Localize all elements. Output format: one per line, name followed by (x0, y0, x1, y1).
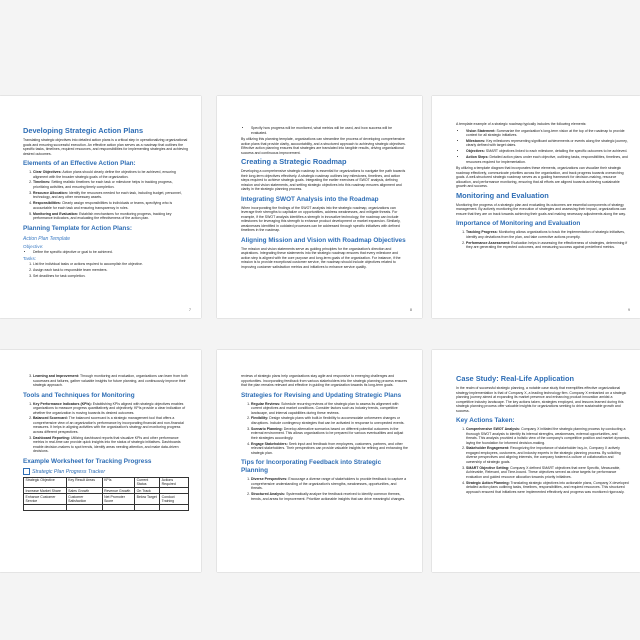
list-item: 1. Regular Reviews: Schedule recurring reviews of the strategic plan to assess its alignment with current objectives and market conditions. Consider factors such as industry trends, competitive landscape, and internal capabilities during these reviews. (251, 402, 408, 416)
table-cell (135, 504, 160, 510)
list-item: 1. Diverse Perspectives: Encourage a diverse range of stakeholders to provide feedback to capture a comprehensive understanding of the organization's strengths, weaknesses, opportunities, and threats. (251, 477, 408, 491)
list-item: 1. List the individual tasks or actions required to accomplish the objective. (33, 262, 189, 267)
section-heading: Example Worksheet for Tracking Progress (23, 457, 152, 465)
list-item: • Action Steps: Detailed action plans under each objective, outlining tasks, responsibilities, timelines, and resources required for implementation. (466, 155, 630, 164)
list-item: 2. Stakeholder Engagement: Recognizing the importance of stakeholder buy-in, Company X actively engaged employees, customers, and industry experts in the strategic planning process. By soliciting diverse perspectives and aligning interests, the company fostered a culture of collaboration and ownership of strategic goals. (466, 446, 630, 464)
list-item: • Objectives: SMART objectives linked to each milestone, detailing the specific outcomes to be achieved. (466, 149, 630, 154)
tasks-list (23, 262, 189, 278)
paragraph: A template example of a strategic roadmap typically includes the following elements: (456, 122, 587, 126)
table-cell: Net Promoter Score (102, 494, 135, 504)
paragraph: By utilizing this planning template, organizations can streamline the process of developing comprehensive action plans that provide clarity, accountability, and a structured approach to achieving strategic objectives. Effective action planning ensures that strategies are translated into tangible results, driving organizational success and continuous improvement. (241, 137, 406, 155)
document-page-4 (0, 350, 201, 572)
table-cell: Actions Required (160, 477, 189, 487)
tools-list (23, 402, 189, 454)
section-heading: Elements of an Effective Action Plan: (23, 160, 136, 167)
paragraph: When incorporating the findings of the SWOT analysis into the strategic roadmap, organizations can leverage their strengths to capitalize on opportunities, address weaknesses, and mitigate threats. For example, if the SWOT analysis identifies a strength in innovative technology, the roadmap can include milestones for leveraging this strength to enhance product development or market expansion. Similarly, weaknesses identified in outdated processes can be addressed through specific initiatives with defined timelines in the roadmap. (241, 205, 401, 232)
page-number: 9 (628, 308, 630, 312)
section-heading: Key Actions Taken: (456, 417, 515, 424)
page-number: 7 (189, 308, 191, 312)
list-item: 4. Strategic Action Planning: Translating strategic objectives into actionable plans, Company X developed detailed action plans outlining tasks, timelines, responsibilities, and required resources. This structured approach ensured that initiatives were implemented effectively and progress was monitored rigorously. (466, 481, 630, 495)
label: Objective: (23, 243, 44, 249)
paragraph: Monitoring the progress of a strategic plan and evaluating its outcomes are essential components of strategy management. By actively monitoring the execution of strategies and assessing their impact, organizations can ensure that they are on track towards achieving their goals and making necessary adjustments along the way. (456, 202, 627, 216)
section-heading: Monitoring and Evaluation (456, 190, 549, 200)
list-item: 2. Assign each task to responsible team members. (33, 268, 189, 273)
table-row (24, 494, 189, 504)
table-cell (102, 504, 135, 510)
paragraph: The mission and vision statements serve as guiding principles for the organization's direction and aspirations. Integrating these statements into the strategic roadmap ensures that every milestone and action step is aligned with the core purpose and long-term goals of the organization. For instance, if the mission is to provide exceptional customer service, the roadmap should include objectives related to improving customer satisfaction metrics and initiatives to enhance service quality. (241, 246, 401, 269)
table-caption (23, 468, 189, 475)
section-heading: Creating a Strategic Roadmap (241, 157, 347, 166)
section-heading: Tips for Incorporating Feedback into Strategic Planning (241, 459, 382, 475)
list-item: 3. Resource Allocation: Identify the resources needed for each task, including budget, personnel, technology, and any other necessary assets. (33, 191, 189, 200)
paragraph: By utilizing a template diagram that incorporates these elements, organizations can visualize their strategic roadmap effectively, communicate priorities across the organization, and track progress towards overarching goals. A well-structured strategic roadmap serves as a guiding framework for decision-making, resource allocation, and performance monitoring, ensuring that all efforts are aligned towards achieving sustainable growth and success. (456, 166, 624, 189)
table-cell (24, 504, 67, 510)
list-item: 2. Timelines: Setting realistic timelines for each task or milestone helps in tracking progress, prioritizing activities, and ensuring timely completion. (33, 180, 189, 189)
importance-list (456, 230, 630, 249)
table-header-row (24, 477, 189, 487)
document-page-1 (0, 96, 201, 318)
document-page-3 (432, 96, 640, 318)
document-page-2 (217, 96, 422, 318)
list-item: 1. Tracking Progress: Monitoring allows organizations to track the implementation of strategic initiatives, identify any deviations from the plan, and take corrective actions promptly. (466, 230, 630, 239)
table-cell (160, 504, 189, 510)
document-page-5 (217, 350, 422, 572)
page-title: Developing Strategic Action Plans (23, 126, 144, 135)
list-item: • Specify how progress will be monitored, what metrics will be used, and how success will be evaluated. (251, 126, 408, 135)
list-item: 2. Structured Analysis: Systematically analyze the feedback received to identify common themes, trends, and areas for improvement. Prioritize actionable insights that can drive meaningful changes. (251, 492, 408, 501)
table-cell: Revenue Growth (102, 488, 135, 494)
table-cell: Current Status (135, 477, 160, 487)
table-cell: On Track (135, 488, 160, 494)
section-heading: Case Study: Real-Life Application (456, 374, 574, 383)
section-heading: Aligning Mission and Vision with Roadmap Objectives (241, 236, 406, 244)
section-heading: Integrating SWOT Analysis into the Roadmap (241, 195, 379, 203)
section-heading: Tools and Techniques for Monitoring (23, 391, 135, 399)
objective-list (23, 250, 189, 255)
progress-table (23, 477, 189, 511)
list-item: • Vision Statement: Summarize the organization's long-term vision at the top of the roadmap to provide context for all strategic initiatives. (466, 129, 630, 138)
section-heading: Importance of Monitoring and Evaluation (456, 220, 581, 228)
paragraph: Developing a comprehensive strategic roadmap is essential for organizations to navigate the path towards their long-term objectives effectively. A strategic roadmap outlines key milestones, timelines, and action steps required to achieve strategic goals. Integrating the earlier exercises of SWOT analysis, defining mission and vision statements, and setting strategic objectives into this roadmap ensures alignment and clarity in the strategic planning process. (241, 169, 406, 191)
table-cell (66, 504, 102, 510)
table-cell: Strategic Objective (24, 477, 67, 487)
list-item: 4. Responsibilities: Clearly assign responsibilities to individuals or teams, specifying who is accountable for each task and ensuring transparency in roles. (33, 201, 189, 210)
list-item: 3. Learning and Improvement: Through monitoring and evaluation, organizations can learn from both successes and failures, gather valuable insights for future planning, and continuously improve their strategic approach. (33, 374, 189, 388)
list-item: 3. Dashboard Reporting: Utilizing dashboard reports that visualize KPIs and other performance metrics in real-time can provide quick insights into the status of strategic initiatives. Dashboards enable decision-makers to spot trends, identify areas needing attention, and make data-driven decisions. (33, 436, 189, 454)
list-item: 3. Set deadlines for task completion. (33, 274, 189, 279)
top-bullets (241, 126, 408, 135)
table-cell: Enhance Customer Service (24, 494, 67, 504)
page-number: 8 (410, 308, 412, 312)
list-item: 3. Scenario Planning: Develop alternative scenarios based on different potential outcomes in the external environment. This allows organizations to be prepared for various eventualities and adjust their strategies accordingly. (251, 427, 408, 441)
revise-list (241, 402, 408, 456)
list-item: • Milestones: Key milestones representing significant achievements or events along the strategic journey, clearly defined with target dates. (466, 139, 630, 148)
roadmap-elements-list (456, 129, 630, 165)
list-item: • Define the specific objective or goal to be achieved. (33, 250, 189, 255)
list-item: 2. Balanced Scorecard: The balanced scorecard is a strategic management tool that offers a comprehensive view of an organization's performance by incorporating financial and non-financial measures. It helps in aligning activities with the organization's strategy and monitoring progress across different perspectives. (33, 416, 189, 434)
table-row (24, 504, 189, 510)
label: Tasks: (23, 256, 37, 262)
list-item: 3. SMART Objective Setting: Company X defined SMART objectives that were Specific, Measurable, Achievable, Relevant, and Time-bound. These objectives served as clear targets for performance evaluation and guided resource allocation towards priority initiatives. (466, 466, 630, 480)
section-heading: Planning Template for Action Plans: (23, 224, 133, 232)
table-cell: Key Result Areas (66, 477, 102, 487)
table-cell: Conduct Training (160, 494, 189, 504)
list-item: 2. Performance Assessment: Evaluation helps in assessing the effectiveness of strategies, determining if they are generating the expected outcomes, and measuring success against predefined metrics. (466, 241, 630, 250)
list-item: 1. Comprehensive SWOT Analysis: Company X initiated the strategic planning process by conducting a thorough SWOT analysis to identify its internal strengths, weaknesses, external opportunities, and threats. This analysis provided a holistic view of the company's competitive position and market dynamics, laying the foundation for informed decision-making. (466, 427, 630, 445)
table-cell: Below Target (135, 494, 160, 504)
table-cell: KPIs (102, 477, 135, 487)
elements-list (23, 170, 189, 221)
list-item: 1. Clear Objectives: Action plans should clearly define the objectives to be achieved, ensuring alignment with the broader strategic goals of the organization. (33, 170, 189, 179)
document-page-6 (432, 350, 640, 572)
table-cell: Increase Market Share (24, 488, 67, 494)
table-icon (23, 468, 30, 475)
subheading: Action Plan Template (23, 235, 71, 242)
list-item: 5. Monitoring and Evaluation: Establish mechanisms for monitoring progress, tracking key performance indicators, and evaluating the effectiveness of the action plan. (33, 212, 189, 221)
actions-list (456, 427, 630, 494)
section-heading: Strategies for Revising and Updating Strategic Plans (241, 391, 402, 399)
list-item: 2. Flexibility: Design strategic plans with built-in flexibility to accommodate unforeseen changes or disruptions. Include contingency strategies that can be activated in response to unexpected events. (251, 416, 408, 425)
paragraph: In the realm of successful strategic planning, a notable case study that exemplifies effective organizational strategy implementation is that of Company X, a leading technology firm. Company X embarked on a strategic planning journey aimed at expanding its market presence and enhancing product innovation amidst a competitive industry landscape. The key actions taken, strategies employed, and lessons learned during this strategic planning process offer valuable insights for organizations seeking to drive sustainable growth and success. (456, 386, 627, 413)
table-title: Strategic Plan Progress Tracker (32, 468, 106, 475)
table-cell: Sales Growth (66, 488, 102, 494)
intro-paragraph: Translating strategic objectives into detailed action plans is a critical step in operationalizing organizational goals and ensuring successful execution. An effective action plan serves as a roadmap that outlines the specific tasks, timelines, required resources, and responsibilities for implementing strategies and achieving desired outcomes. (23, 138, 188, 156)
list-item: 1. Key Performance Indicators (KPIs): Establishing KPIs aligned with strategic objectives enables organizations to measure progress quantitatively and objectively. KPIs provide a clear indication of whether the organization is moving towards its desired outcomes. (33, 402, 189, 416)
continued-list (23, 374, 189, 388)
paragraph: reviews of strategic plans help organizations stay agile and responsive to emerging challenges and opportunities. Incorporating feedback from various stakeholders into the strategic planning process ensures that the plan remains relevant and effective in guiding the organization towards its long-term goals. (241, 374, 408, 387)
list-item: 4. Engage Stakeholders: Seek input and feedback from employees, customers, partners, and other relevant stakeholders. Their perspectives can provide valuable insights for refining and enhancing the strategic plan. (251, 442, 408, 456)
tips-list (241, 477, 408, 501)
table-cell: Customer Satisfaction (66, 494, 102, 504)
